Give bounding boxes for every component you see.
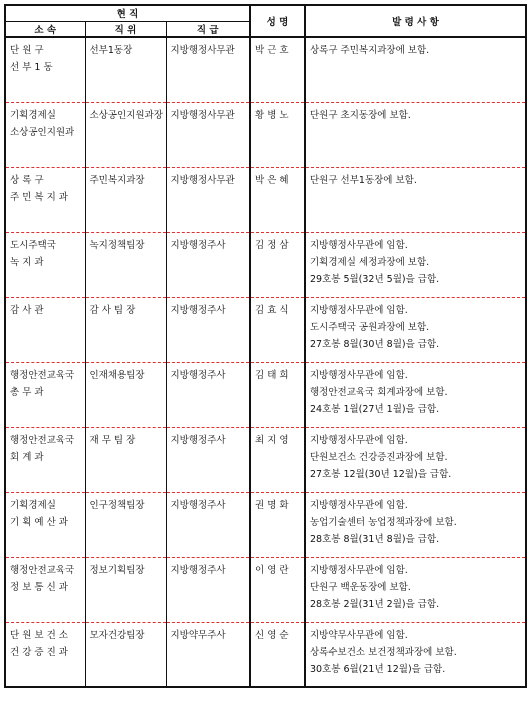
order-line: 지방행정사무관에 임함. — [310, 304, 408, 316]
dept-cell — [5, 232, 85, 297]
position-text: 소상공인지원과장 — [89, 109, 163, 121]
name-cell — [250, 557, 305, 622]
grade-cell — [166, 362, 250, 427]
dept-line: 행정안전교육국 — [10, 564, 75, 576]
grade-cell — [166, 167, 250, 232]
order-line: 28호봉 8월(31년 8월)을 급함. — [310, 533, 440, 545]
dept-line: 기획경제실 — [10, 109, 56, 121]
position-text: 선부1동장 — [89, 45, 133, 56]
dept-cell — [5, 102, 85, 167]
position-cell — [85, 622, 166, 687]
position-cell — [85, 37, 166, 102]
order-line: 도시주택국 공원과장에 보함. — [310, 321, 430, 333]
name-text: 박 은 혜 — [255, 174, 289, 186]
position-text: 녹지정책팀장 — [89, 239, 145, 251]
grade-text: 지방행정사무관 — [170, 45, 235, 56]
position-text: 주민복지과장 — [89, 174, 145, 186]
grade-text: 지방행정사무관 — [170, 109, 235, 121]
order-line: 지방행정사무관에 임함. — [310, 434, 408, 446]
header-name: 성 명 — [250, 5, 305, 37]
name-text: 최 지 영 — [255, 434, 289, 446]
table-row — [5, 557, 526, 622]
grade-text: 지방행정주사 — [170, 564, 226, 576]
table-row — [5, 37, 526, 102]
name-text: 김 태 희 — [255, 369, 289, 381]
dept-line: 총 무 과 — [10, 386, 44, 398]
dept-line: 상 록 구 — [10, 174, 44, 186]
order-cell — [305, 297, 526, 362]
order-cell — [305, 557, 526, 622]
dept-cell — [5, 492, 85, 557]
table-row — [5, 492, 526, 557]
order-line: 단원보건소 건강증진과장에 보함. — [310, 451, 448, 463]
position-cell — [85, 232, 166, 297]
grade-cell — [166, 427, 250, 492]
order-line: 기획경제실 세정과장에 보함. — [310, 256, 430, 268]
dept-cell — [5, 37, 85, 102]
grade-text: 지방약무주사 — [170, 629, 226, 641]
order-cell — [305, 37, 526, 102]
dept-line: 도시주택국 — [10, 239, 56, 251]
position-cell — [85, 297, 166, 362]
name-text: 권 명 화 — [255, 499, 289, 511]
order-cell — [305, 232, 526, 297]
name-text: 신 영 순 — [255, 629, 289, 641]
order-cell — [305, 362, 526, 427]
dept-cell — [5, 622, 85, 687]
order-line: 27호봉 8월(30년 8월)을 급함. — [310, 338, 440, 350]
header-current: 현 직 — [5, 5, 250, 21]
order-line: 지방행정사무관에 임함. — [310, 499, 408, 511]
dept-line: 기 획 예 산 과 — [10, 516, 68, 528]
name-cell — [250, 232, 305, 297]
order-line: 지방행정사무관에 임함. — [310, 564, 408, 576]
grade-text: 지방행정주사 — [170, 434, 226, 446]
order-line: 24호봉 1월(27년 1월)을 급함. — [310, 403, 440, 415]
order-line: 상록수보건소 보건정책과장에 보함. — [310, 646, 457, 658]
position-cell — [85, 492, 166, 557]
table-row — [5, 167, 526, 232]
name-cell — [250, 362, 305, 427]
table-row — [5, 102, 526, 167]
order-line: 30호봉 6월(21년 12월)을 급함. — [310, 663, 446, 675]
grade-cell — [166, 622, 250, 687]
dept-line: 단 원 보 건 소 — [10, 629, 68, 641]
name-text: 박 근 호 — [255, 45, 289, 56]
order-line: 농업기술센터 농업정책과장에 보함. — [310, 516, 457, 528]
position-text: 정보기획팀장 — [89, 564, 145, 576]
dept-line: 선 부 1 동 — [10, 62, 53, 73]
dept-line: 감 사 관 — [10, 304, 44, 316]
name-text: 김 정 삼 — [255, 239, 289, 251]
dept-line: 행정안전교육국 — [10, 369, 75, 381]
dept-line: 주 민 복 지 과 — [10, 191, 68, 203]
position-cell — [85, 557, 166, 622]
grade-text: 지방행정주사 — [170, 499, 226, 511]
grade-cell — [166, 37, 250, 102]
grade-text: 지방행정사무관 — [170, 174, 235, 186]
order-line: 행정안전교육국 회계과장에 보함. — [310, 386, 448, 398]
order-line: 29호봉 5월(32년 5월)을 급함. — [310, 273, 440, 285]
name-cell — [250, 427, 305, 492]
dept-line: 녹 지 과 — [10, 256, 44, 268]
name-cell — [250, 37, 305, 102]
position-cell — [85, 427, 166, 492]
dept-cell — [5, 297, 85, 362]
header-position: 직 위 — [85, 21, 166, 37]
order-line: 단원구 선부1동장에 보함. — [310, 174, 417, 186]
order-cell — [305, 167, 526, 232]
dept-line: 회 계 과 — [10, 451, 44, 463]
order-line: 28호봉 2월(31년 2월)을 급함. — [310, 598, 440, 610]
order-line: 지방약무사무관에 임함. — [310, 629, 408, 641]
header-dept: 소 속 — [5, 21, 85, 37]
dept-cell — [5, 427, 85, 492]
position-text: 재 무 팀 장 — [89, 434, 136, 446]
dept-line: 기획경제실 — [10, 499, 56, 511]
order-cell — [305, 622, 526, 687]
name-cell — [250, 492, 305, 557]
table-row — [5, 232, 526, 297]
grade-text: 지방행정주사 — [170, 369, 226, 381]
name-cell — [250, 102, 305, 167]
order-line: 단원구 백운동장에 보함. — [310, 581, 411, 593]
table-row — [5, 427, 526, 492]
name-cell — [250, 297, 305, 362]
dept-cell — [5, 557, 85, 622]
name-cell — [250, 622, 305, 687]
dept-cell — [5, 167, 85, 232]
name-cell — [250, 167, 305, 232]
dept-line: 단 원 구 — [10, 45, 44, 56]
position-cell — [85, 102, 166, 167]
order-cell — [305, 102, 526, 167]
table-row — [5, 362, 526, 427]
dept-line: 건 강 증 진 과 — [10, 646, 68, 658]
order-line: 27호봉 12월(30년 12월)을 급함. — [310, 468, 452, 480]
dept-line: 행정안전교육국 — [10, 434, 75, 446]
grade-cell — [166, 297, 250, 362]
dept-line: 소상공인지원과 — [10, 126, 75, 138]
name-text: 이 영 란 — [255, 564, 289, 576]
table-row — [5, 622, 526, 687]
order-cell — [305, 492, 526, 557]
dept-cell — [5, 362, 85, 427]
position-text: 인재채용팀장 — [89, 369, 145, 381]
table-row — [5, 297, 526, 362]
order-line: 상록구 주민복지과장에 보함. — [310, 45, 430, 56]
dept-line: 정 보 통 신 과 — [10, 581, 68, 593]
position-text: 모자건강팀장 — [89, 629, 145, 641]
grade-text: 지방행정주사 — [170, 304, 226, 316]
header-grade: 직 급 — [166, 21, 250, 37]
order-cell — [305, 427, 526, 492]
order-line: 지방행정사무관에 임함. — [310, 239, 408, 251]
position-text: 인구정책팀장 — [89, 499, 145, 511]
grade-text: 지방행정주사 — [170, 239, 226, 251]
order-line: 단원구 초지동장에 보함. — [310, 109, 411, 121]
position-cell — [85, 167, 166, 232]
grade-cell — [166, 102, 250, 167]
personnel-order-table — [4, 4, 527, 688]
position-cell — [85, 362, 166, 427]
name-text: 김 효 식 — [255, 304, 289, 316]
order-line: 지방행정사무관에 임함. — [310, 369, 408, 381]
grade-cell — [166, 557, 250, 622]
name-text: 황 병 노 — [255, 109, 289, 121]
grade-cell — [166, 232, 250, 297]
grade-cell — [166, 492, 250, 557]
position-text: 감 사 팀 장 — [89, 304, 136, 316]
header-order: 발 령 사 항 — [305, 5, 526, 37]
